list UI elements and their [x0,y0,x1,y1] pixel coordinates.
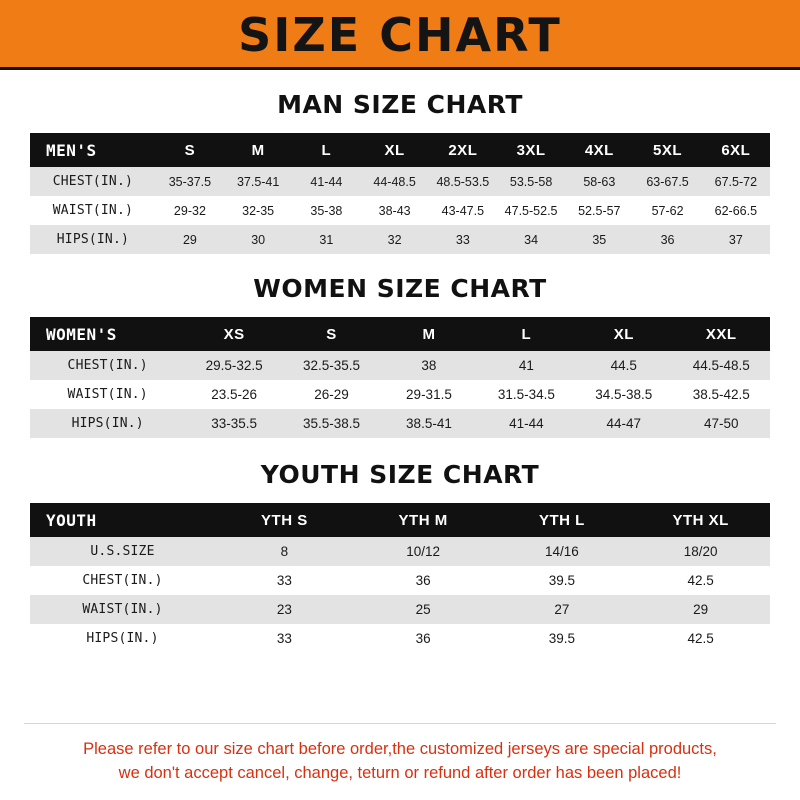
man-chart-wrap [0,133,800,254]
man-row-0-cell-0: 35-37.5 [168,174,212,189]
man-row-1-cell-1: 32-35 [242,203,275,218]
man-header-cell-1: S [184,141,196,159]
women-row-0-cell-3: 41 [518,358,534,373]
page-banner [0,0,800,70]
women-table-head [30,317,770,351]
women-header-cell-6: XXL [705,325,737,343]
man-row-2-cell-0: 29 [182,232,197,247]
women-row-2-cell-3: 41-44 [509,416,544,431]
man-header-cell-9: 6XL [721,141,751,159]
table-header-row [30,133,770,167]
man-row-0-cell-2: 41-44 [310,174,343,189]
women-row-2-label: HIPS(IN.) [71,416,144,431]
man-size-table [30,133,770,254]
youth-header-cell-0: YOUTH [46,510,97,530]
women-header-cell-4: L [521,325,532,343]
youth-row-2-label: WAIST(IN.) [82,602,163,617]
women-row-1-cell-0: 23.5-26 [211,387,257,402]
women-row-2-cell-2: 38.5-41 [406,416,452,431]
man-row-0-cell-3: 44-48.5 [373,174,416,189]
table-row [30,167,770,196]
table-row [30,566,770,595]
man-row-1-cell-3: 38-43 [378,203,411,218]
table-row [30,196,770,225]
youth-table-head [30,503,770,537]
women-header-cell-2: S [326,325,337,343]
man-header-cell-5: 2XL [448,141,478,159]
women-row-0-cell-1: 32.5-35.5 [303,358,361,373]
man-section-title: MAN SIZE CHART [277,90,523,119]
women-row-1-cell-1: 26-29 [314,387,349,402]
women-header-cell-5: XL [613,325,634,343]
man-header-cell-2: M [251,141,265,159]
table-row [30,409,770,438]
table-row [30,624,770,653]
youth-row-0-cell-3: 18/20 [683,544,718,559]
women-header-cell-3: M [422,325,436,343]
man-row-1-cell-4: 43-47.5 [441,203,485,218]
man-row-2-cell-1: 30 [251,232,266,247]
youth-row-3-cell-3: 42.5 [687,631,714,646]
footer-line-1: Please refer to our size chart before order,the customized jerseys are special products, [83,740,717,759]
youth-section-title: YOUTH SIZE CHART [260,460,540,489]
table-header-row [30,503,770,537]
youth-row-1-cell-2: 39.5 [548,573,576,588]
youth-row-0-cell-1: 10/12 [406,544,441,559]
women-row-2-cell-0: 33-35.5 [211,416,257,431]
youth-row-0-cell-2: 14/16 [544,544,579,559]
man-row-1-cell-5: 47.5-52.5 [504,203,558,218]
man-row-0-cell-4: 48.5-53.5 [436,174,490,189]
man-header-cell-0: MEN'S [46,140,97,160]
man-row-1-cell-2: 35-38 [310,203,343,218]
women-row-1-cell-3: 31.5-34.5 [497,387,555,402]
table-row [30,537,770,566]
man-row-2-cell-3: 32 [387,232,402,247]
youth-row-1-cell-1: 36 [415,573,431,588]
man-header-cell-8: 5XL [653,141,683,159]
women-row-1-cell-2: 29-31.5 [406,387,452,402]
youth-row-3-cell-2: 39.5 [548,631,576,646]
man-row-2-cell-2: 31 [319,232,334,247]
footer-divider [24,723,776,724]
youth-row-0-cell-0: 8 [280,544,289,559]
footer-line-2: we don't accept cancel, change, teturn or refund after order has been placed! [118,764,682,783]
women-row-0-cell-0: 29.5-32.5 [205,358,263,373]
man-row-2-label: HIPS(IN.) [56,232,130,247]
women-header-cell-1: XS [223,325,245,343]
women-row-0-cell-2: 38 [421,358,437,373]
man-header-cell-4: XL [384,141,405,159]
man-row-2-cell-4: 33 [455,232,470,247]
table-row [30,380,770,409]
women-size-table [30,317,770,438]
man-row-0-cell-5: 53.5-58 [509,174,553,189]
women-row-1-label: WAIST(IN.) [67,387,148,402]
women-section-title: WOMEN SIZE CHART [253,274,547,303]
women-row-2-cell-1: 35.5-38.5 [303,416,361,431]
youth-row-3-cell-1: 36 [415,631,431,646]
youth-row-3-cell-0: 33 [276,631,292,646]
youth-size-table [30,503,770,653]
man-row-2-cell-7: 36 [660,232,675,247]
women-row-1-cell-4: 34.5-38.5 [595,387,653,402]
man-table-body [30,167,770,254]
youth-row-3-label: HIPS(IN.) [86,631,159,646]
women-row-1-cell-5: 38.5-42.5 [692,387,750,402]
man-row-2-cell-6: 35 [592,232,607,247]
youth-row-1-cell-0: 33 [276,573,292,588]
man-row-0-cell-8: 67.5-72 [714,174,758,189]
man-row-0-cell-7: 63-67.5 [646,174,689,189]
page-title: SIZE CHART [238,8,562,62]
table-row [30,595,770,624]
man-header-cell-7: 4XL [584,141,614,159]
women-chart-wrap [0,317,800,438]
man-row-0-cell-6: 58-63 [583,174,616,189]
man-row-2-cell-8: 37 [728,232,743,247]
youth-header-cell-3: YTH L [538,511,585,529]
footer-disclaimer [0,738,800,786]
youth-row-2-cell-2: 27 [554,602,570,617]
man-row-0-label: CHEST(IN.) [52,174,134,189]
youth-row-2-cell-3: 29 [693,602,709,617]
women-row-0-label: CHEST(IN.) [67,358,148,373]
man-row-1-cell-6: 52.5-57 [578,203,621,218]
man-row-1-cell-7: 57-62 [651,203,684,218]
women-header-cell-0: WOMEN'S [46,324,117,344]
youth-header-cell-2: YTH M [398,511,448,529]
women-row-2-cell-4: 44-47 [606,416,642,431]
table-row [30,225,770,254]
man-row-1-cell-8: 62-66.5 [714,203,758,218]
youth-header-cell-4: YTH XL [672,511,729,529]
table-header-row [30,317,770,351]
man-table-head [30,133,770,167]
man-row-0-cell-1: 37.5-41 [236,174,280,189]
man-row-2-cell-5: 34 [524,232,539,247]
women-table-body [30,351,770,438]
man-row-1-cell-0: 29-32 [173,203,206,218]
man-row-1-label: WAIST(IN.) [52,203,134,218]
women-row-0-cell-4: 44.5 [610,358,637,373]
man-header-cell-6: 3XL [516,141,546,159]
youth-row-2-cell-0: 23 [276,602,292,617]
man-header-cell-3: L [321,141,332,159]
youth-table-body [30,537,770,653]
youth-chart-wrap [0,503,800,653]
table-row [30,351,770,380]
youth-row-2-cell-1: 25 [415,602,431,617]
women-row-2-cell-5: 47-50 [703,416,739,431]
youth-row-1-cell-3: 42.5 [687,573,714,588]
youth-row-1-label: CHEST(IN.) [82,573,163,588]
youth-header-cell-1: YTH S [261,511,308,529]
women-row-0-cell-5: 44.5-48.5 [692,358,750,373]
youth-row-0-label: U.S.SIZE [90,544,155,559]
